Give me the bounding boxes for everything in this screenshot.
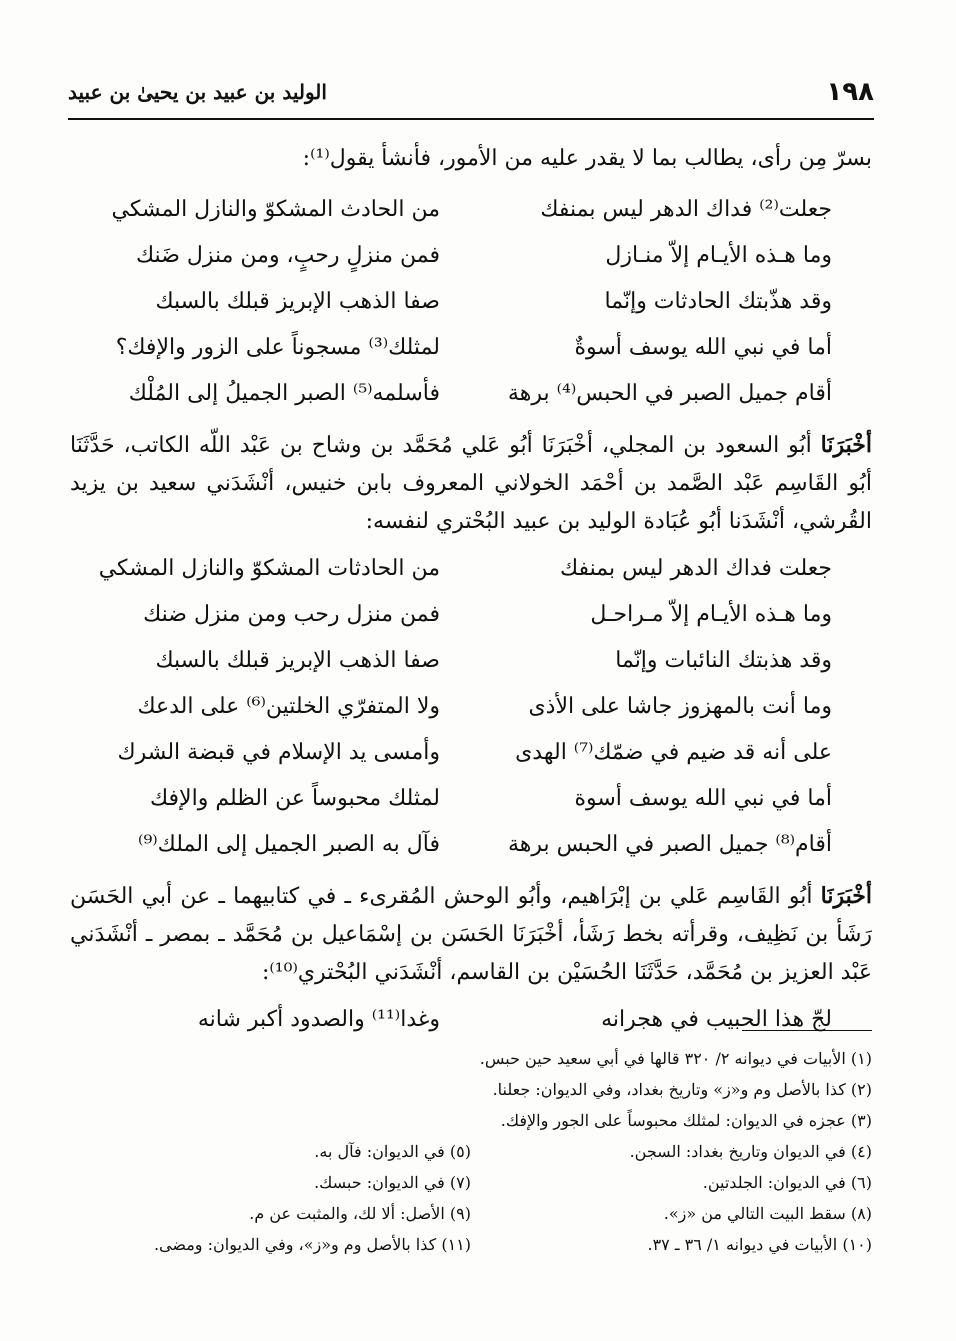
- second-hemistich: وأمسى يد الإسلام في قبضة الشرك: [117, 739, 440, 765]
- first-hemistich: جعلت⁽²⁾ فداك الدهر ليس بمنفك: [540, 196, 832, 222]
- footnote: (١) الأبيات في ديوانه ٢/ ٣٢٠ قالها في أبي سعيد حين حبس.: [479, 1049, 872, 1068]
- footnote: (٢) كذا بالأصل وم و«ز» وتاريخ بغداد، وفي الديوان: جعلنا.: [492, 1080, 872, 1099]
- footnote: (٦) في الديوان: الجلدتين.: [702, 1173, 872, 1192]
- first-hemistich: وقد هذّبتك الحادثات وإنّما: [604, 288, 832, 314]
- footnote: (٧) في الديوان: حبسك.: [314, 1173, 471, 1192]
- verse-line: [70, 186, 872, 232]
- footnote: (١٠) الأبيات في ديوانه ١/ ٣٦ ـ ٣٧.: [647, 1235, 872, 1254]
- first-hemistich: أما في نبي الله يوسف أسوة: [574, 785, 832, 811]
- intro-paragraph: بسرّ مِن رأى، يطالب بما لا يقدر عليه من الأمور، فأنشأ يقول⁽¹⁾:: [302, 146, 872, 171]
- first-hemistich: وما هـذه الأيـام إلاّ منـازل: [605, 242, 832, 268]
- verse-line: [70, 278, 872, 324]
- second-hemistich: فآل به الصبر الجميل إلى الملك⁽⁹⁾: [138, 831, 440, 857]
- isnad-paragraph-1: [70, 426, 872, 541]
- second-hemistich: صفا الذهب الإبريز قبلك بالسبك: [155, 288, 440, 314]
- main-text: [70, 140, 872, 1052]
- footnote: (٤) في الديوان وتاريخ بغداد: السجن.: [629, 1142, 872, 1161]
- second-hemistich: وغدا⁽¹¹⁾ والصدود أكبر شانه: [197, 1006, 440, 1032]
- page-header: [68, 66, 874, 120]
- verse-line: [70, 324, 872, 370]
- poem-2: [70, 545, 872, 867]
- running-title: الوليد بن عبيد بن يحيىٰ بن عبيد: [68, 80, 327, 104]
- isnad-paragraph-2: [70, 877, 872, 992]
- footnote-separator: [742, 1030, 872, 1031]
- akhbarana-keyword: أخْبَرَنَا: [820, 883, 872, 909]
- isnad-text: أبُو القَاسِم عَلي بن إبْرَاهيم، وأبُو الوحش المُقرىء ـ في كتابيهما ـ عن أبي الحَسَن رَشَأ بن نَظِيف، وقرأته بخط رَشَأ، أخْبَرَنَا الحَسَن بن إسْمَاعيل بن مُحَمَّد ـ بمصر ـ أنْشَدَني عَبْد العزيز بن مُحَمَّد، حَدَّثَنَا الحُسَيْن بن القاسم، أنْشَدَني البُحْتري⁽¹⁰⁾:: [70, 884, 872, 985]
- footnote: (٥) في الديوان: فآل به.: [314, 1142, 471, 1161]
- footnotes: [70, 1030, 872, 1260]
- first-hemistich: أقام جميل الصبر في الحبس⁽⁴⁾ برهة: [507, 380, 832, 406]
- verse-line: [70, 545, 872, 591]
- first-hemistich: أما في نبي الله يوسف أسوةٌ: [574, 334, 832, 360]
- second-hemistich: فمن منزلٍ رحبٍ، ومن منزل ضَنك: [136, 242, 440, 268]
- second-hemistich: لمثلك محبوساً عن الظلم والإفك: [150, 785, 440, 811]
- second-hemistich: صفا الذهب الإبريز قبلك بالسبك: [155, 647, 440, 673]
- footnote-row: [70, 1136, 872, 1167]
- first-hemistich: جعلت فداك الدهر ليس بمنفك: [559, 555, 832, 581]
- second-hemistich: لمثلك⁽³⁾ مسجوناً على الزور والإفك؟: [115, 334, 440, 360]
- verse-line: [70, 821, 872, 867]
- poem-1: [70, 186, 872, 416]
- footnote-row: [70, 1167, 872, 1198]
- second-hemistich: من الحادث المشكوّ والنازل المشكي: [111, 196, 440, 222]
- first-hemistich: وما هـذه الأيـام إلاّ مـراحـل: [590, 601, 832, 627]
- first-hemistich: لجّ هذا الحبيب في هجرانه: [601, 1006, 832, 1032]
- verse-line: [70, 370, 872, 416]
- second-hemistich: فأسلمه⁽⁵⁾ الصبر الجميلُ إلى المُلْك: [128, 380, 440, 406]
- isnad-text: أبُو السعود بن المجلي، أخْبَرَنَا أبُو عَلي مُحَمَّد بن وشاح بن عَبْد اللّه الكاتب، حَدَّثَنَا أبُو القَاسِم عَبْد الصَّمد بن أحْمَد الخولاني المعروف بابن خنيس، أنْشَدَني سعيد بن يزيد القُرشي، أنْشَدَنا أبُو عُبَادة الوليد بن عبيد البُحْتري لنفسه:: [70, 433, 872, 534]
- footnote: (٣) عجزه في الديوان: لمثلك محبوساً على الجور والإفك.: [500, 1111, 872, 1130]
- verse-line: [70, 683, 872, 729]
- footnote-row: [70, 1198, 872, 1229]
- verse-line: [70, 591, 872, 637]
- first-hemistich: وقد هذبتك النائبات وإنّما: [615, 647, 832, 673]
- second-hemistich: فمن منزل رحب ومن منزل ضنك: [143, 601, 440, 627]
- footnote: (٨) سقط البيت التالي من «ز».: [663, 1204, 872, 1223]
- verse-line: [70, 729, 872, 775]
- footnote: (١١) كذا بالأصل وم و«ز»، وفي الديوان: ومضى.: [153, 1235, 471, 1254]
- footnote-row: [70, 1229, 872, 1260]
- second-hemistich: ولا المتفرّي الخلتين⁽⁶⁾ على الدعك: [137, 693, 440, 719]
- first-hemistich: على أنه قد ضيم في ضمّك⁽⁷⁾ الهدى: [515, 739, 832, 765]
- footnote: (٩) الأصل: ألا لك، والمثبت عن م.: [249, 1204, 471, 1223]
- verse-line: [70, 637, 872, 683]
- verse-line: [70, 775, 872, 821]
- akhbarana-keyword: أخْبَرَنَا: [820, 432, 872, 458]
- first-hemistich: وما أنت بالمهزوز جاشا على الأذى: [528, 693, 832, 719]
- page-number: ١٩٨: [826, 77, 874, 107]
- second-hemistich: من الحادثات المشكوّ والنازل المشكي: [98, 555, 440, 581]
- verse-line: [70, 232, 872, 278]
- first-hemistich: أقام⁽⁸⁾ جميل الصبر في الحبس برهة: [507, 831, 832, 857]
